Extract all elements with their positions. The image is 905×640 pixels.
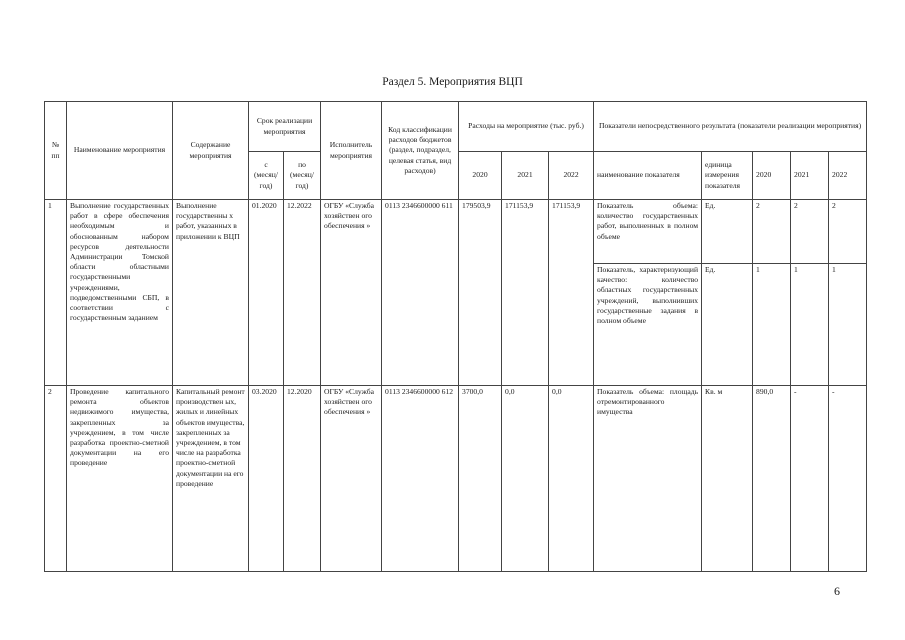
row-to: 12.2022 xyxy=(284,200,321,386)
header-ind-2022: 2022 xyxy=(829,152,867,200)
row-executor: ОГБУ «Служба хозяйствен ого обеспечения » xyxy=(321,200,382,386)
indicator-2022: 2 xyxy=(829,200,867,264)
row-to: 12.2020 xyxy=(284,386,321,572)
indicator-unit: Кв. м xyxy=(702,386,753,572)
row-exp-2021: 171153,9 xyxy=(502,200,549,386)
row-num: 2 xyxy=(45,386,67,572)
indicator-unit: Ед. xyxy=(702,264,753,386)
indicator-name: Показатель объема: площадь отремонтированного имущества xyxy=(594,386,702,572)
header-term: Срок реализации мероприятия xyxy=(249,102,321,152)
indicator-2021: 2 xyxy=(791,200,829,264)
header-indicator-unit: единица измерения показателя xyxy=(702,152,753,200)
header-code: Код классификации расходов бюджетов (раздел, подраздел, целевая статья, вид расходов) xyxy=(382,102,459,200)
row-from: 03.2020 xyxy=(249,386,284,572)
indicator-2021: - xyxy=(791,386,829,572)
header-term-to: по (месяц/ год) xyxy=(284,152,321,200)
header-content: Содержание мероприятия xyxy=(173,102,249,200)
indicator-name: Показатель, характеризующий качество: количество областных государственных учреждений, выполнивших государственные задания в полном объеме xyxy=(594,264,702,386)
header-exp-2020: 2020 xyxy=(459,152,502,200)
row-exp-2022: 0,0 xyxy=(549,386,594,572)
header-ind-2020: 2020 xyxy=(753,152,791,200)
row-exp-2021: 0,0 xyxy=(502,386,549,572)
row-content: Капитальный ремонт производствен ых, жилых и линейных объектов имущества, закрепленных за учреждением, в том числе на разработка проектно-сметной документации на его проведение xyxy=(173,386,249,572)
indicator-name: Показатель объема: количество государственных работ, выполненных в полном объеме xyxy=(594,200,702,264)
row-exp-2020: 179503,9 xyxy=(459,200,502,386)
row-exp-2022: 171153,9 xyxy=(549,200,594,386)
row-name: Выполнение государственных работ в сфере обеспечения необходимым и обоснованным набором ресурсов деятельности Администрации Томской области областными государственными учреждениями, подведомственными СБП, в соответствии с государственным заданием xyxy=(67,200,173,386)
header-row-1 xyxy=(45,102,867,152)
row-from: 01.2020 xyxy=(249,200,284,386)
row-code: 0113 2346600000 612 xyxy=(382,386,459,572)
header-indicator-name: наименование показателя xyxy=(594,152,702,200)
header-name: Наименование мероприятия xyxy=(67,102,173,200)
page-number: 6 xyxy=(834,584,840,598)
row-exp-2020: 3700,0 xyxy=(459,386,502,572)
header-exp-2022: 2022 xyxy=(549,152,594,200)
row-content: Выполнение государственны х работ, указанных в приложении к ВЦП xyxy=(173,200,249,386)
indicator-2020: 2 xyxy=(753,200,791,264)
table-row xyxy=(45,200,867,264)
header-expenses: Расходы на мероприятие (тыс. руб.) xyxy=(459,102,594,152)
header-indicators: Показатели непосредственного результата (показатели реализации мероприятия) xyxy=(594,102,867,152)
row-executor: ОГБУ «Служба хозяйствен ого обеспечения » xyxy=(321,386,382,572)
row-num: 1 xyxy=(45,200,67,386)
section-title: Раздел 5. Мероприятия ВЦП xyxy=(382,76,523,88)
indicator-2020: 1 xyxy=(753,264,791,386)
header-term-from: с (месяц/ год) xyxy=(249,152,284,200)
measures-table xyxy=(44,101,867,572)
header-ind-2021: 2021 xyxy=(791,152,829,200)
row-name: Проведение капитального ремонта объектов недвижимого имущества, закрепленных за учреждением, в том числе разработка проектно-сметной документации на его проведение xyxy=(67,386,173,572)
indicator-unit: Ед. xyxy=(702,200,753,264)
indicator-2020: 890,0 xyxy=(753,386,791,572)
indicator-2022: - xyxy=(829,386,867,572)
header-executor: Исполнитель мероприятия xyxy=(321,102,382,200)
indicator-2022: 1 xyxy=(829,264,867,386)
header-num: № пп xyxy=(45,102,67,200)
indicator-2021: 1 xyxy=(791,264,829,386)
row-code: 0113 2346600000 611 xyxy=(382,200,459,386)
header-exp-2021: 2021 xyxy=(502,152,549,200)
table-row xyxy=(45,386,867,572)
